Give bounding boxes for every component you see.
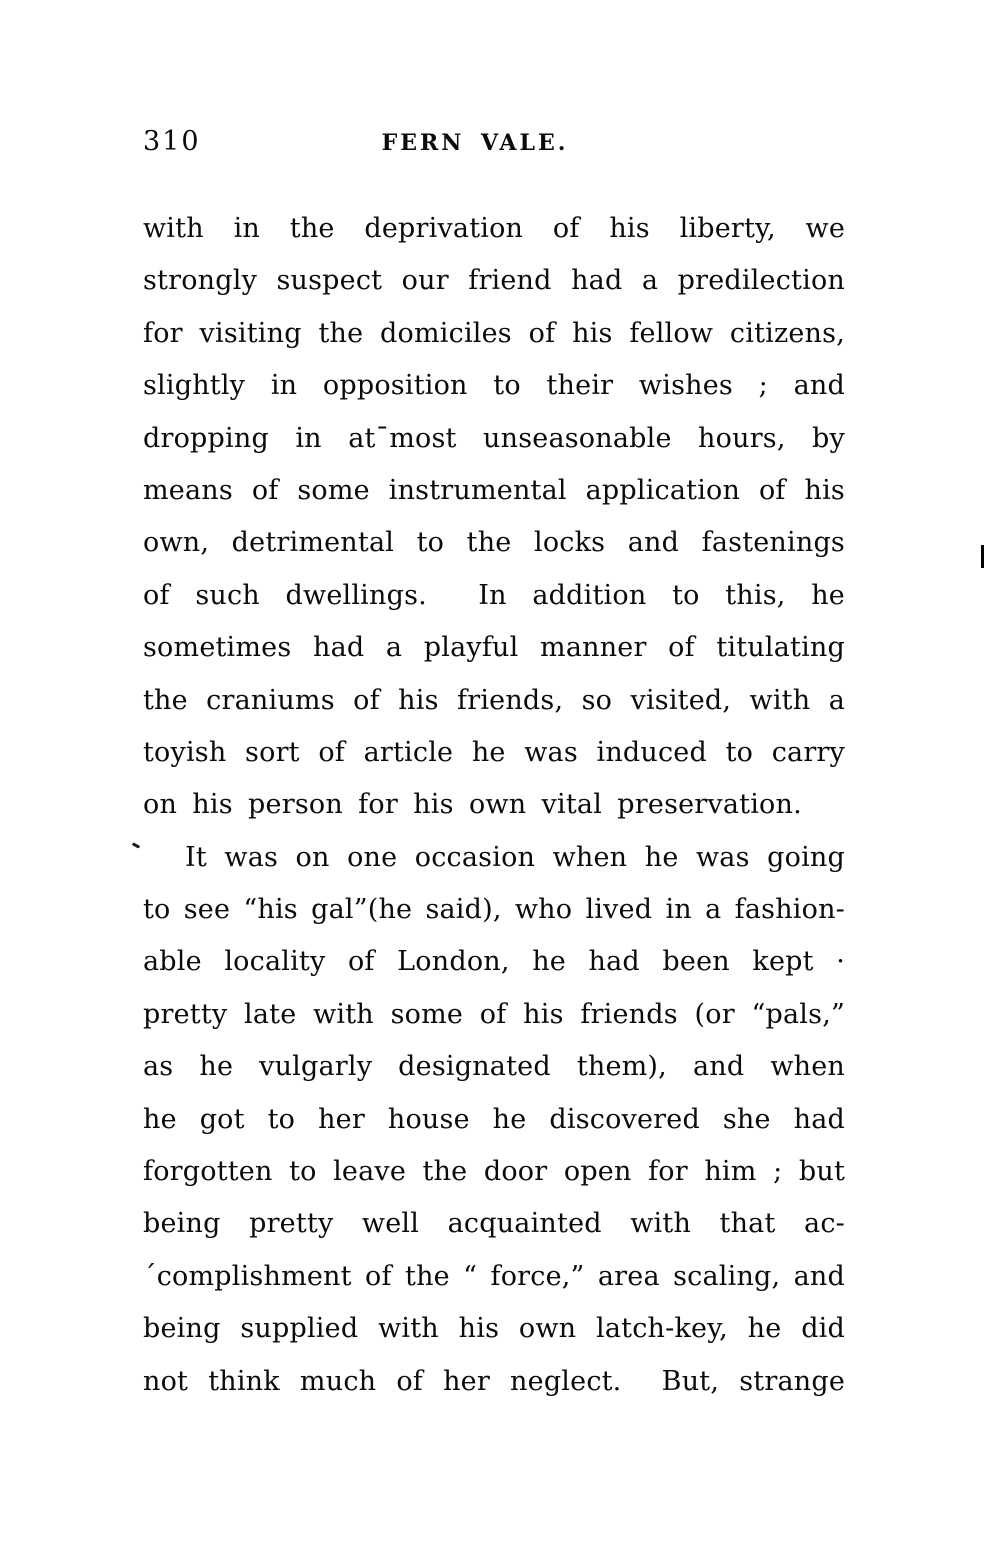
text-line: with in the deprivation of his liberty, we — [143, 213, 845, 244]
text-line: dropping in at¯most unseasonable hours, by — [143, 422, 845, 454]
text-line: sometimes had a playful manner of titulating — [143, 632, 845, 664]
text-line: of such dwellings. In addition to this, he — [143, 579, 845, 611]
page-header — [143, 126, 845, 168]
text-line: being pretty well acquainted with that ac- — [143, 1208, 845, 1240]
text-line: on his person for his own vital preservation. — [143, 789, 802, 821]
text-line: own, detrimental to the locks and fastenings — [143, 527, 845, 559]
scan-artifact-right-bar — [981, 545, 984, 568]
text-line: he got to her house he discovered she had — [143, 1103, 845, 1135]
text-line: the craniums of his friends, so visited, with a — [143, 684, 845, 716]
text-line: being supplied with his own latch-key, he did — [143, 1313, 845, 1345]
text-line: forgotten to leave the door open for him ; but — [143, 1156, 845, 1188]
text-line: It was on one occasion when he was going — [185, 841, 845, 873]
text-line: for visiting the domiciles of his fellow citizens, — [143, 317, 845, 349]
text-line: ´complishment of the “ force,” area scaling, and — [143, 1260, 845, 1292]
running-title: FERN VALE. — [381, 130, 569, 156]
scan-artifact-left-tick — [132, 842, 140, 848]
text-line: not think much of her neglect. But, strange — [143, 1365, 845, 1397]
body-text — [143, 203, 845, 1408]
text-line: pretty late with some of his friends (or “pals,” — [143, 998, 845, 1030]
text-line: able locality of London, he had been kept · — [143, 946, 845, 978]
text-line: slightly in opposition to their wishes ; and — [143, 370, 845, 402]
text-line: strongly suspect our friend had a predilection — [143, 265, 845, 297]
text-line: to see “his gal”(he said), who lived in a fashion- — [143, 894, 845, 926]
page-number: 310 — [143, 126, 201, 157]
text-line: as he vulgarly designated them), and when — [143, 1051, 845, 1083]
text-line: means of some instrumental application of his — [143, 474, 845, 506]
text-line: toyish sort of article he was induced to carry — [143, 736, 845, 768]
